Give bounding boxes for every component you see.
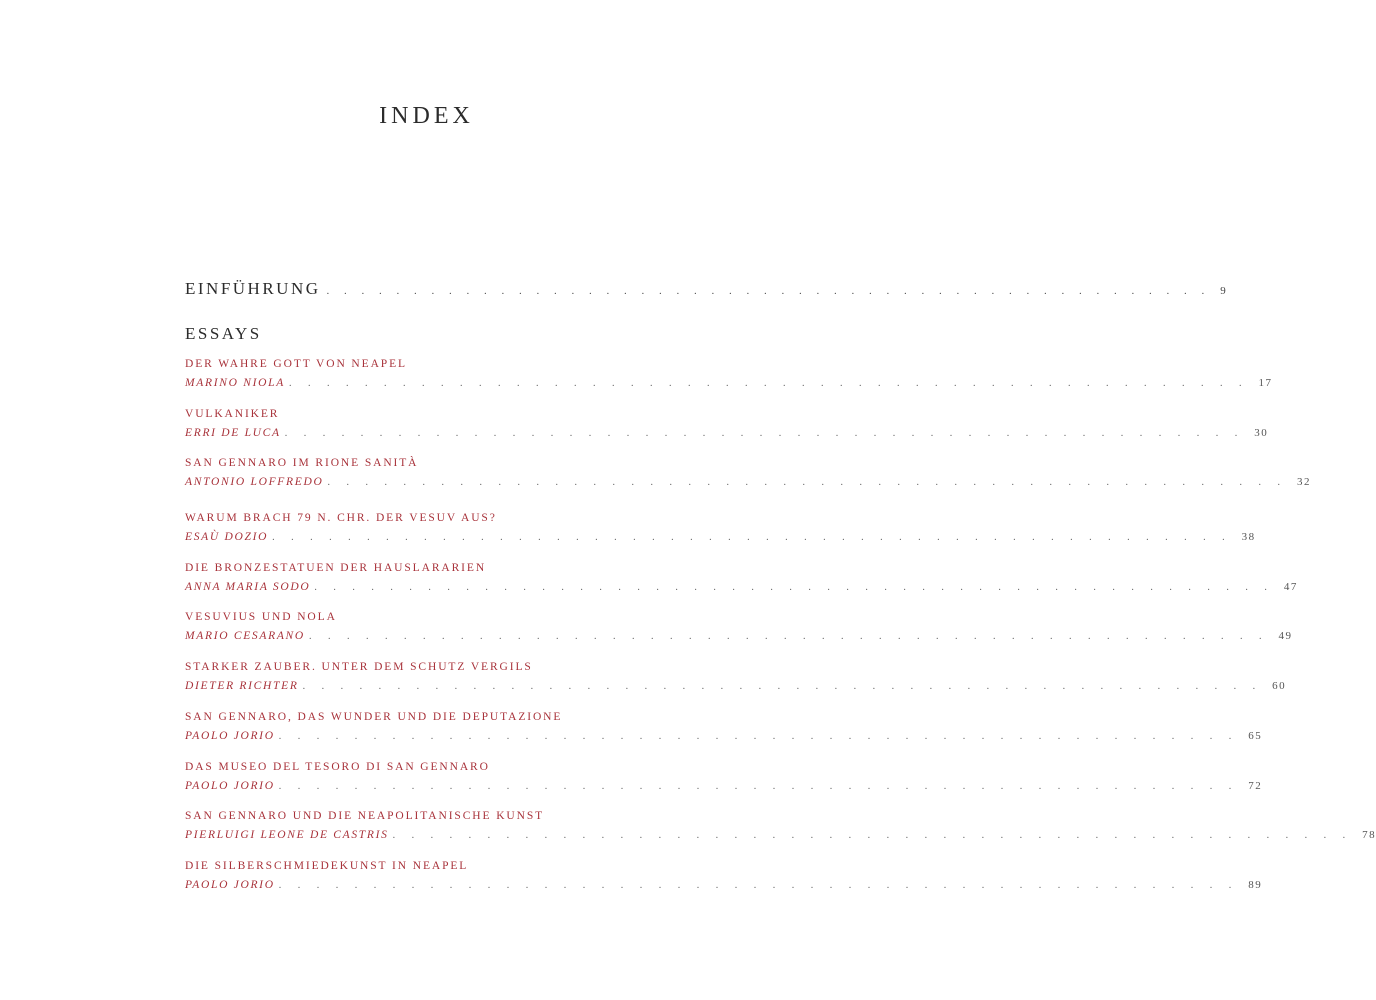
toc-entry[interactable] xyxy=(185,859,1263,909)
dot-leader: . . . . . . . . . . . . . . . . . . . . . . . . . . . . . . . . . . . . . . . . . . . . . . . . . . . xyxy=(272,532,1232,544)
page-title: INDEX xyxy=(379,103,474,129)
entry-title: DIE BRONZESTATUEN DER HAUSLARARIEN xyxy=(185,561,487,574)
toc-entry[interactable] xyxy=(185,511,1256,561)
intro-page-number: 9 xyxy=(1220,285,1227,297)
entry-title: SAN GENNARO UND DIE NEAPOLITANISCHE KUNST xyxy=(185,810,545,823)
dot-leader: . . . . . . . . . . . . . . . . . . . . . . . . . . . . . . . . . . . . . . . . . . . . . . . . . . . xyxy=(308,631,1269,643)
entry-author: ANTONIO LOFFREDO xyxy=(185,476,324,489)
entry-author: ANNA MARIA SODO xyxy=(185,580,311,593)
entry-title: STARKER ZAUBER. UNTER DEM SCHUTZ VERGILS xyxy=(185,661,533,674)
toc-entry[interactable] xyxy=(185,456,1311,506)
entry-page-number: 78 xyxy=(1362,829,1376,842)
entry-page-number: 49 xyxy=(1278,630,1293,643)
entry-author: MARINO NIOLA xyxy=(185,377,285,389)
entry-author: ESAÙ DOZIO xyxy=(185,531,269,544)
entry-title: VESUVIUS UND NOLA xyxy=(185,611,337,624)
entry-author: DIETER RICHTER xyxy=(185,680,299,693)
toc-entry[interactable] xyxy=(185,809,1376,859)
entry-author: PAOLO JORIO xyxy=(185,779,275,792)
entry-page-number: 47 xyxy=(1283,580,1298,593)
dot-leader: . . . . . . . . . . . . . . . . . . . . . . . . . . . . . . . . . . . . . . . . . . . . . . . . . . . xyxy=(327,477,1287,489)
entry-author: MARIO CESARANO xyxy=(185,630,305,643)
entry-title: DER WAHRE GOTT VON NEAPEL xyxy=(185,358,407,370)
entry-author: ERRI DE LUCA xyxy=(185,426,281,439)
dot-leader: . . . . . . . . . . . . . . . . . . . . . . . . . . . . . . . . . . . . . . . . . . . . . . . . . . . xyxy=(278,780,1239,792)
toc-entry[interactable] xyxy=(185,710,1263,760)
toc-entry[interactable] xyxy=(185,357,1273,407)
entry-title: DIE SILBERSCHMIEDEKUNST IN NEAPEL xyxy=(185,859,469,872)
section-heading: ESSAYS xyxy=(185,324,262,343)
entry-title: SAN GENNARO IM RIONE SANITÀ xyxy=(185,457,419,470)
intro-label: EINFÜHRUNG xyxy=(185,279,321,298)
entry-title: VULKANIKER xyxy=(185,407,280,420)
dot-leader: . . . . . . . . . . . . . . . . . . . . . . . . . . . . . . . . . . . . . . . . . . . . . . . . . . . xyxy=(278,730,1239,742)
dot-leader: . . . . . . . . . . . . . . . . . . . . . . . . . . . . . . . . . . . . . . . . . . . . . . . . . . . xyxy=(392,830,1353,842)
entry-author: PAOLO JORIO xyxy=(185,878,275,891)
entry-page-number: 72 xyxy=(1248,779,1263,792)
toc-entry[interactable] xyxy=(185,610,1293,660)
entry-page-number: 89 xyxy=(1248,878,1263,891)
entry-page-number: 30 xyxy=(1254,426,1269,439)
dot-leader: . . . . . . . . . . . . . . . . . . . . . . . . . . . . . . . . . . . . . . . . . . . . . . . . . . . xyxy=(278,879,1239,891)
entry-page-number: 60 xyxy=(1272,680,1287,693)
toc-entry[interactable] xyxy=(185,561,1298,611)
entry-title: WARUM BRACH 79 N. CHR. DER VESUV AUS? xyxy=(185,512,497,525)
entry-title: DAS MUSEO DEL TESORO DI SAN GENNARO xyxy=(185,760,490,773)
toc-entries xyxy=(185,357,1376,909)
toc-entry-intro[interactable] xyxy=(185,279,1227,299)
dot-leader: . . . . . . . . . . . . . . . . . . . . . . . . . . . . . . . . . . . . . . . . . . . . . . . . . . . xyxy=(326,285,1211,297)
entry-title: SAN GENNARO, DAS WUNDER UND DIE DEPUTAZIONE xyxy=(185,710,563,723)
dot-leader: . . . . . . . . . . . . . . . . . . . . . . . . . . . . . . . . . . . . . . . . . . . . . . . . . . . xyxy=(314,581,1274,593)
toc-entry[interactable] xyxy=(185,407,1269,457)
dot-leader: . . . . . . . . . . . . . . . . . . . . . . . . . . . . . . . . . . . . . . . . . . . . . . . . . . . xyxy=(302,681,1263,693)
entry-author: PIERLUIGI LEONE DE CASTRIS xyxy=(185,829,389,842)
entry-author: PAOLO JORIO xyxy=(185,729,275,742)
entry-page-number: 65 xyxy=(1248,729,1263,742)
entry-page-number: 32 xyxy=(1296,476,1311,489)
dot-leader: . . . . . . . . . . . . . . . . . . . . . . . . . . . . . . . . . . . . . . . . . . . . . . . . . . . xyxy=(288,378,1249,389)
toc-entry[interactable] xyxy=(185,760,1263,810)
entry-page-number: 38 xyxy=(1241,531,1256,544)
toc-entry[interactable] xyxy=(185,660,1287,710)
dot-leader: . . . . . . . . . . . . . . . . . . . . . . . . . . . . . . . . . . . . . . . . . . . . . . . . . . . xyxy=(284,427,1245,439)
entry-page-number: 17 xyxy=(1258,377,1273,389)
